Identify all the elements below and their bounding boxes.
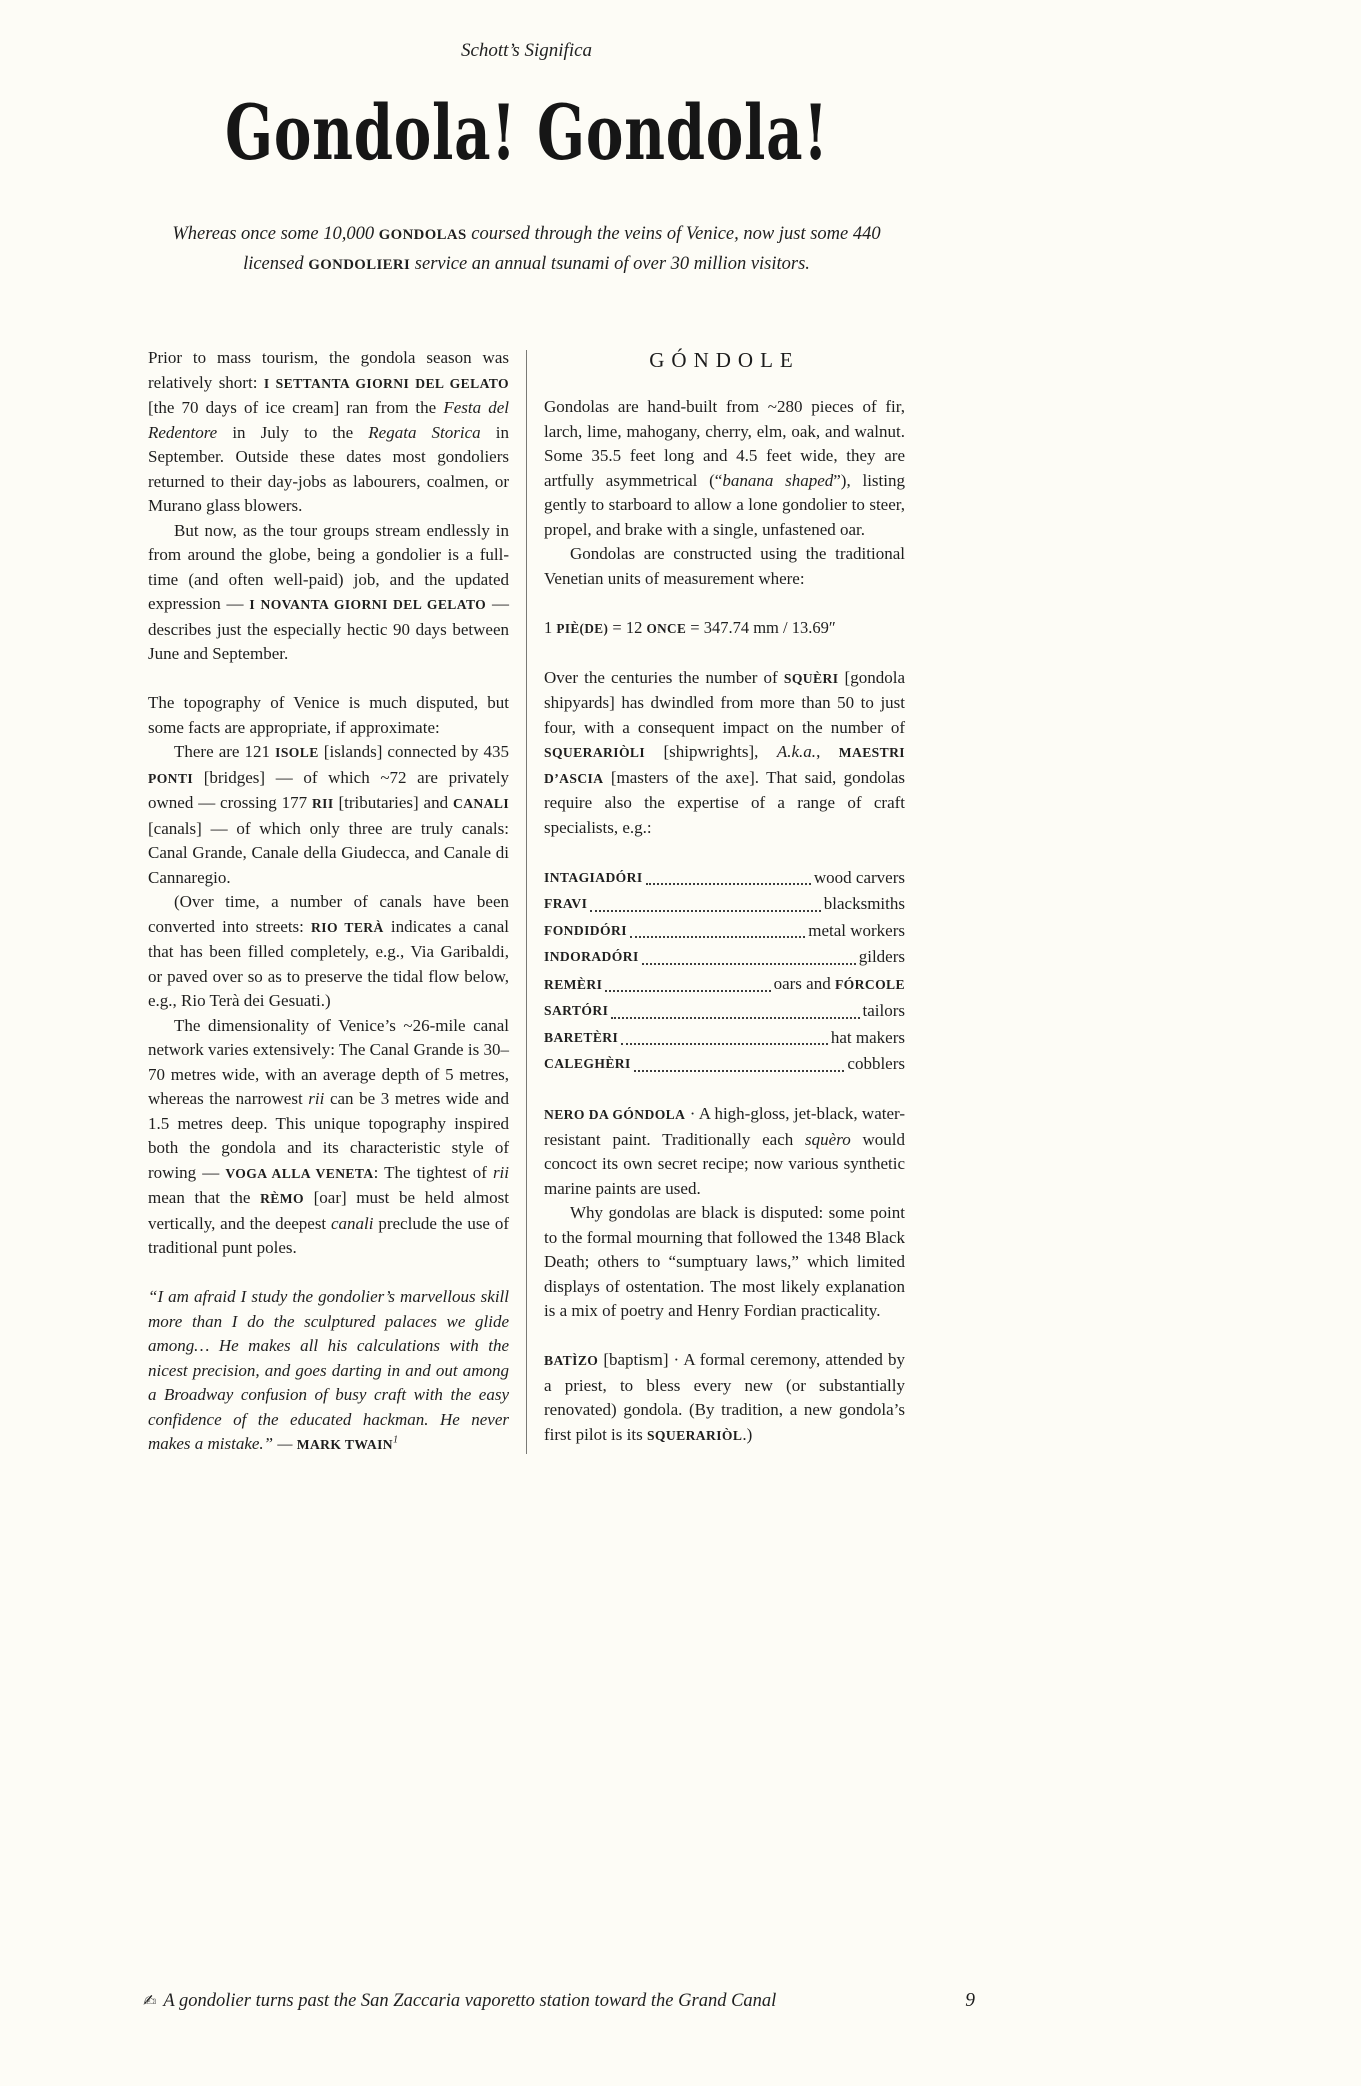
craft-list-item — [544, 865, 905, 892]
dotted-leader — [621, 1043, 828, 1045]
page-footer — [143, 1990, 975, 2012]
text-segment: · A high-gloss, jet-black, water-resistant paint. Traditionally each — [544, 1104, 905, 1149]
running-head: Schott’s Significa — [460, 40, 593, 61]
text-segment: VOGA ALLA VENETA — [225, 1165, 374, 1181]
text-segment: ”), listing gently to starboard to allow a lone gondolier to steer, propel, and brake with a single, unfastened oar. — [544, 470, 905, 539]
text-segment: ONCE — [646, 620, 687, 636]
text-segment: BATÌZO — [544, 1353, 599, 1368]
text-segment: — describes just the especially hectic 90 days between June and September. — [148, 594, 509, 663]
text-segment: SQUÈRI — [783, 670, 839, 686]
text-segment: A.k.a. — [776, 742, 817, 761]
craft-term: BARETÈRI — [544, 1029, 619, 1045]
dotted-leader — [646, 883, 811, 885]
text-segment: [baptism] · A formal ceremony, attended by a priest, to bless every new (or substantially renovated) gondola. (By tradition, a new gondola’s first pilot is its — [544, 1350, 905, 1444]
text-segment: GONDOLIERI — [308, 257, 411, 273]
page-title-text: Gondola! Gondola! — [224, 88, 829, 177]
craft-definition — [808, 918, 905, 945]
paragraph — [544, 1102, 905, 1201]
text-segment: SQUERARIÒLI — [544, 745, 646, 760]
text-segment: = 12 — [608, 617, 647, 637]
text-segment: CANALI — [452, 796, 510, 811]
paragraph — [544, 1201, 905, 1324]
text-segment: ISOLE — [275, 745, 319, 760]
paragraph — [148, 691, 509, 740]
text-segment: I SETTANTA GIORNI DEL GELATO — [263, 375, 509, 391]
paragraph — [544, 395, 905, 542]
text-segment: [canals] — of which only three are truly canals: Canal Grande, Canale della Giudecca, and Canale di Cannaregio. — [148, 818, 509, 887]
craft-list-item — [544, 1051, 905, 1078]
text-segment: Regata Storica — [368, 422, 481, 442]
paragraph — [148, 890, 509, 1014]
text-segment: : The tightest of — [373, 1162, 493, 1182]
paragraph — [544, 666, 905, 841]
text-segment: FÓRCOLE — [834, 976, 905, 992]
page-number: 9 — [965, 1990, 975, 2011]
text-segment: tailors — [862, 1001, 905, 1020]
text-segment: [bridges] — of which ~72 are privately owned — crossing 177 — [148, 767, 509, 812]
text-segment: [the 70 days of ice cream] ran from the — [148, 398, 444, 417]
craft-list-item — [544, 971, 905, 999]
dotted-leader — [605, 990, 770, 992]
text-segment: [masters of the axe]. That said, gondolas require also the expertise of a range of craft specialists, e.g.: — [544, 767, 905, 837]
text-segment: blacksmiths — [823, 894, 905, 913]
text-segment: in September. Outside these dates most gondoliers returned to their day-jobs as labourers, coalmen, or Murano glass blowers. — [148, 422, 509, 515]
page-title — [48, 88, 1005, 177]
quote-paragraph — [148, 1285, 509, 1458]
craft-term: FRAVI — [544, 896, 588, 911]
text-segment: The dimensionality of Venice’s ~26-mile canal network varies extensively: The Canal Grande is 30–70 metres wide, with an average depth of 5 metres, whereas the narrowest — [148, 1015, 509, 1108]
text-segment: There are 121 — [174, 742, 276, 761]
text-segment: oars and — [773, 973, 835, 993]
text-segment: rii — [308, 1089, 325, 1108]
text-segment: 1 — [544, 617, 557, 637]
paragraph — [544, 1348, 905, 1448]
text-segment: [islands] connected by 435 — [318, 742, 510, 761]
craft-definition — [824, 891, 905, 918]
craft-list-item — [544, 891, 905, 918]
text-segment: hat makers — [830, 1027, 905, 1047]
text-segment: [oar] must be held almost vertically, and the deepest — [148, 1188, 509, 1233]
text-segment: Gondolas are constructed using the traditional Venetian units of measurement where: — [544, 544, 905, 588]
paragraph — [544, 542, 905, 591]
dotted-leader — [634, 1070, 845, 1072]
text-segment: preclude the use of traditional punt poles. — [148, 1213, 509, 1257]
craft-definition — [774, 971, 905, 999]
text-segment: [shipwrights], — [645, 742, 777, 761]
text-segment: [tributaries] and — [333, 793, 453, 812]
text-segment: PONTI — [148, 770, 194, 786]
text-segment: Festa del Redentore — [148, 398, 509, 442]
text-segment: banana shaped — [722, 470, 834, 490]
column-divider-rule — [526, 350, 527, 1454]
craft-specialists-list — [544, 865, 905, 1078]
text-segment: mean that the — [148, 1188, 261, 1207]
craft-term: FONDIDÓRI — [544, 922, 627, 938]
paragraph — [148, 740, 509, 890]
text-segment: The topography of Venice is much disputed, but some facts are appropriate, if approximate: — [148, 693, 509, 737]
text-segment: Whereas once some 10,000 — [172, 224, 379, 244]
text-segment: PIÈ(DE) — [556, 620, 609, 636]
craft-definition — [831, 1025, 905, 1052]
craft-list-item — [544, 944, 905, 971]
text-segment: , — [816, 742, 839, 761]
writing-hand-icon: ✍ — [143, 1991, 157, 2010]
text-segment: cobblers — [847, 1054, 905, 1073]
right-column — [544, 346, 905, 1458]
dotted-leader — [590, 910, 820, 912]
text-segment: [gondola shipyards] has dwindled from more than 50 to just four, with a consequent impact on the number of — [544, 667, 905, 737]
paragraph — [148, 1014, 509, 1261]
text-segment: = 347.74 mm / 13.69″ — [686, 617, 836, 637]
intro-paragraph — [168, 220, 885, 280]
craft-term: CALEGHÈRI — [544, 1056, 631, 1071]
text-segment: 1 — [393, 1434, 399, 1446]
craft-term: REMÈRI — [544, 976, 603, 992]
text-segment: RÈMO — [260, 1191, 304, 1206]
text-segment: I NOVANTA GIORNI DEL GELATO — [249, 597, 487, 612]
craft-definition — [847, 1051, 905, 1078]
text-segment: Over the centuries the number of — [544, 667, 784, 687]
left-column — [148, 346, 509, 1458]
text-segment: Gondolas are hand-built from ~280 pieces of fir, larch, lime, mahogany, cherry, elm, oak, and walnut. Some 35.5 feet long and 4.5 feet wide, they are artfully asymmetrical (“ — [544, 397, 905, 490]
caption-text: A gondolier turns past the San Zaccaria vaporetto station toward the Grand Canal — [163, 1991, 777, 2011]
text-segment: But now, as the tour groups stream endlessly in from around the globe, being a gondolier is a full-time (and often well-paid) job, and the updated expression — — [148, 520, 509, 613]
craft-definition — [814, 865, 905, 892]
text-segment: (Over time, a number of canals have been converted into streets: — [148, 892, 509, 936]
craft-term: SARTÓRI — [544, 1003, 609, 1018]
text-segment: in July to the — [217, 422, 369, 442]
section-heading: GÓNDOLE — [649, 348, 800, 372]
text-segment: Prior to mass tourism, the gondola season was relatively short: — [148, 348, 509, 392]
text-segment: “I am afraid I study the gondolier’s marvellous skill more than I do the sculptured palaces we glide among… He makes all his calculations with the nicest precision, and goes darting in and out among a Broadway confusion of busy craft with the easy confidence of the educated hackman. He never makes a mistake.” — — [148, 1287, 509, 1453]
text-segment: NERO DA GÓNDOLA — [544, 1107, 686, 1122]
craft-term: INDORADÓRI — [544, 949, 639, 964]
text-segment: wood carvers — [813, 867, 905, 887]
text-segment: .) — [742, 1424, 753, 1444]
text-segment: RIO TERÀ — [311, 919, 384, 935]
craft-list-item — [544, 918, 905, 945]
craft-term: INTAGIADÓRI — [544, 869, 643, 885]
footnote-caption — [143, 1991, 776, 2012]
text-segment: squèro — [805, 1129, 851, 1149]
text-segment: canali — [331, 1213, 374, 1233]
craft-list-item — [544, 1025, 905, 1052]
text-segment: GONDOLAS — [378, 227, 467, 243]
text-segment: service an annual tsunami of over 30 million visitors. — [410, 254, 810, 274]
dotted-leader — [611, 1017, 859, 1019]
text-segment: would concoct its own secret recipe; now various synthetic marine paints are used. — [544, 1129, 905, 1198]
text-segment: coursed through the veins of Venice, now just some 440 licensed — [243, 224, 881, 274]
paragraph — [148, 519, 509, 667]
dotted-leader — [630, 936, 805, 938]
craft-definition — [863, 998, 906, 1025]
text-segment: RII — [311, 796, 334, 811]
measurement-formula — [544, 616, 905, 642]
dotted-leader — [642, 963, 856, 965]
text-segment: SQUERARIÒL — [646, 1427, 743, 1443]
text-segment: gilders — [858, 947, 905, 966]
text-segment: rii — [492, 1162, 509, 1182]
text-segment: MARK TWAIN — [296, 1437, 394, 1452]
craft-list-item — [544, 998, 905, 1025]
craft-definition — [859, 944, 905, 971]
two-column-layout — [148, 346, 905, 1458]
text-segment: indicates a canal that has been filled completely, e.g., Via Garibaldi, or paved over so as to preserve the tidal flow below, e.g., Rio Terà dei Gesuati.) — [148, 916, 509, 1010]
text-segment: can be 3 metres wide and 1.5 metres deep. This unique topography inspired both the gondola and its characteristic style of rowing — — [148, 1089, 509, 1182]
paragraph — [148, 346, 509, 519]
text-segment: Why gondolas are black is disputed: some point to the formal mourning that followed the 1348 Black Death; others to “sumptuary laws,” which limited displays of ostentation. The most likely explanation is a mix of poetry and Henry Fordian practicality. — [544, 1203, 905, 1320]
text-segment: MAESTRI D’ASCIA — [544, 745, 905, 786]
text-segment: metal workers — [808, 920, 905, 940]
